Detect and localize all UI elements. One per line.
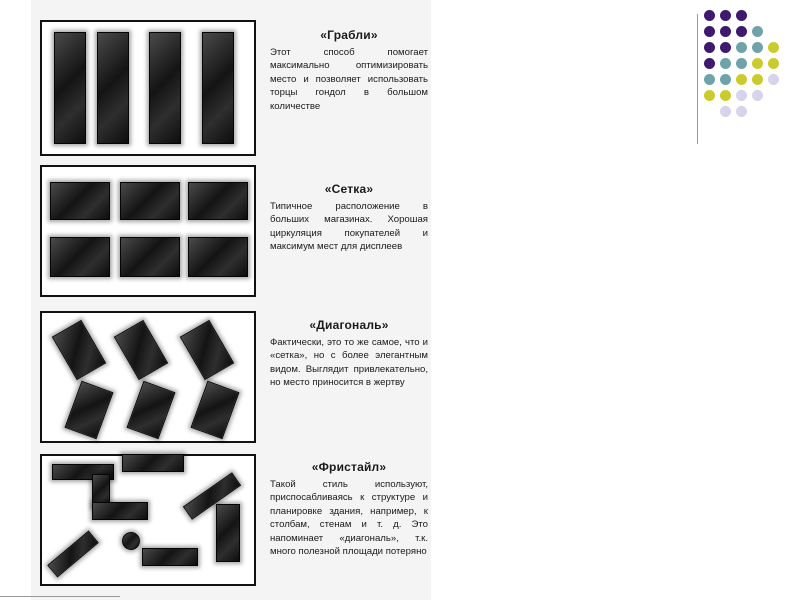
decorative-dot xyxy=(768,74,779,85)
gondola-shelf xyxy=(52,320,106,380)
gondola-shelf xyxy=(190,381,239,440)
freestyle-description xyxy=(270,460,428,558)
decorative-dot xyxy=(736,42,747,53)
decorative-dot xyxy=(752,90,763,101)
diagonal-layout-diagram xyxy=(40,311,256,443)
diagonal-description xyxy=(270,318,428,390)
gondola-shelf xyxy=(97,32,129,144)
gondola-shelf xyxy=(120,182,180,220)
gondola-shelf xyxy=(202,32,234,144)
gondola-shelf xyxy=(54,32,86,144)
gondola-shelf xyxy=(188,237,248,277)
gondola-shelf xyxy=(216,504,240,562)
gondola-shelf xyxy=(126,381,175,440)
section-title: «Сетка» xyxy=(324,182,374,196)
decorative-dot-grid xyxy=(704,10,800,130)
gondola-shelf xyxy=(114,320,168,380)
gondola-shelf xyxy=(149,32,181,144)
decorative-dot xyxy=(720,106,731,117)
freestyle-layout-diagram xyxy=(40,454,256,586)
decorative-dot xyxy=(704,58,715,69)
decorative-dot xyxy=(720,90,731,101)
section-title: «Диагональ» xyxy=(309,318,389,332)
section-text: Этот способ помогает максимально оптимизировать место и позволяет использовать торцы гондол в большом количестве xyxy=(270,47,428,112)
section-title: «Грабли» xyxy=(320,28,378,42)
gondola-shelf xyxy=(142,548,198,566)
gondola-shelf xyxy=(120,237,180,277)
decorative-dot xyxy=(752,42,763,53)
section-text: Фактически, это то же самое, что и «сетка», но с более элегантным видом. Выглядит привлекательно, но место приносится в жертву xyxy=(270,337,428,389)
decorative-dot xyxy=(720,42,731,53)
decorative-dot xyxy=(752,58,763,69)
decorative-dot xyxy=(704,26,715,37)
decorative-dot xyxy=(752,74,763,85)
decorative-vertical-line xyxy=(697,14,698,144)
grid-layout-diagram xyxy=(40,165,256,297)
section-title: «Фристайл» xyxy=(311,460,387,474)
gondola-shelf xyxy=(50,237,110,277)
decorative-dot xyxy=(704,10,715,21)
bottom-divider xyxy=(0,596,120,597)
decorative-dot xyxy=(704,74,715,85)
decorative-dot xyxy=(768,58,779,69)
gondola-shelf xyxy=(122,454,184,472)
decorative-dot xyxy=(720,74,731,85)
gondola-shelf xyxy=(188,182,248,220)
decorative-dot xyxy=(736,10,747,21)
grid-description xyxy=(270,182,428,254)
section-text: Такой стиль используют, приспосабливаясь к структуре и планировке здания, например, к столбам, стенам и т. д. Это напоминает «диагональ», т.к. много полезной площади потеряно xyxy=(270,479,428,558)
decorative-dot xyxy=(736,26,747,37)
rake-description xyxy=(270,28,428,113)
decorative-dot xyxy=(720,26,731,37)
gondola-shelf xyxy=(47,531,99,578)
decorative-dot xyxy=(736,90,747,101)
rake-layout-diagram xyxy=(40,20,256,156)
gondola-shelf xyxy=(64,381,113,440)
decorative-dot xyxy=(736,106,747,117)
decorative-dot xyxy=(736,74,747,85)
decorative-dot xyxy=(720,10,731,21)
gondola-shelf xyxy=(50,182,110,220)
decorative-dot xyxy=(704,42,715,53)
gondola-shelf xyxy=(180,320,234,380)
decorative-dot xyxy=(752,26,763,37)
pillar xyxy=(122,532,140,550)
section-text: Типичное расположение в больших магазинах. Хорошая циркуляция покупателей и максимум мест для дисплеев xyxy=(270,201,428,253)
decorative-dot xyxy=(736,58,747,69)
gondola-shelf xyxy=(92,502,148,520)
decorative-dot xyxy=(720,58,731,69)
decorative-dot xyxy=(768,42,779,53)
decorative-dot xyxy=(704,90,715,101)
